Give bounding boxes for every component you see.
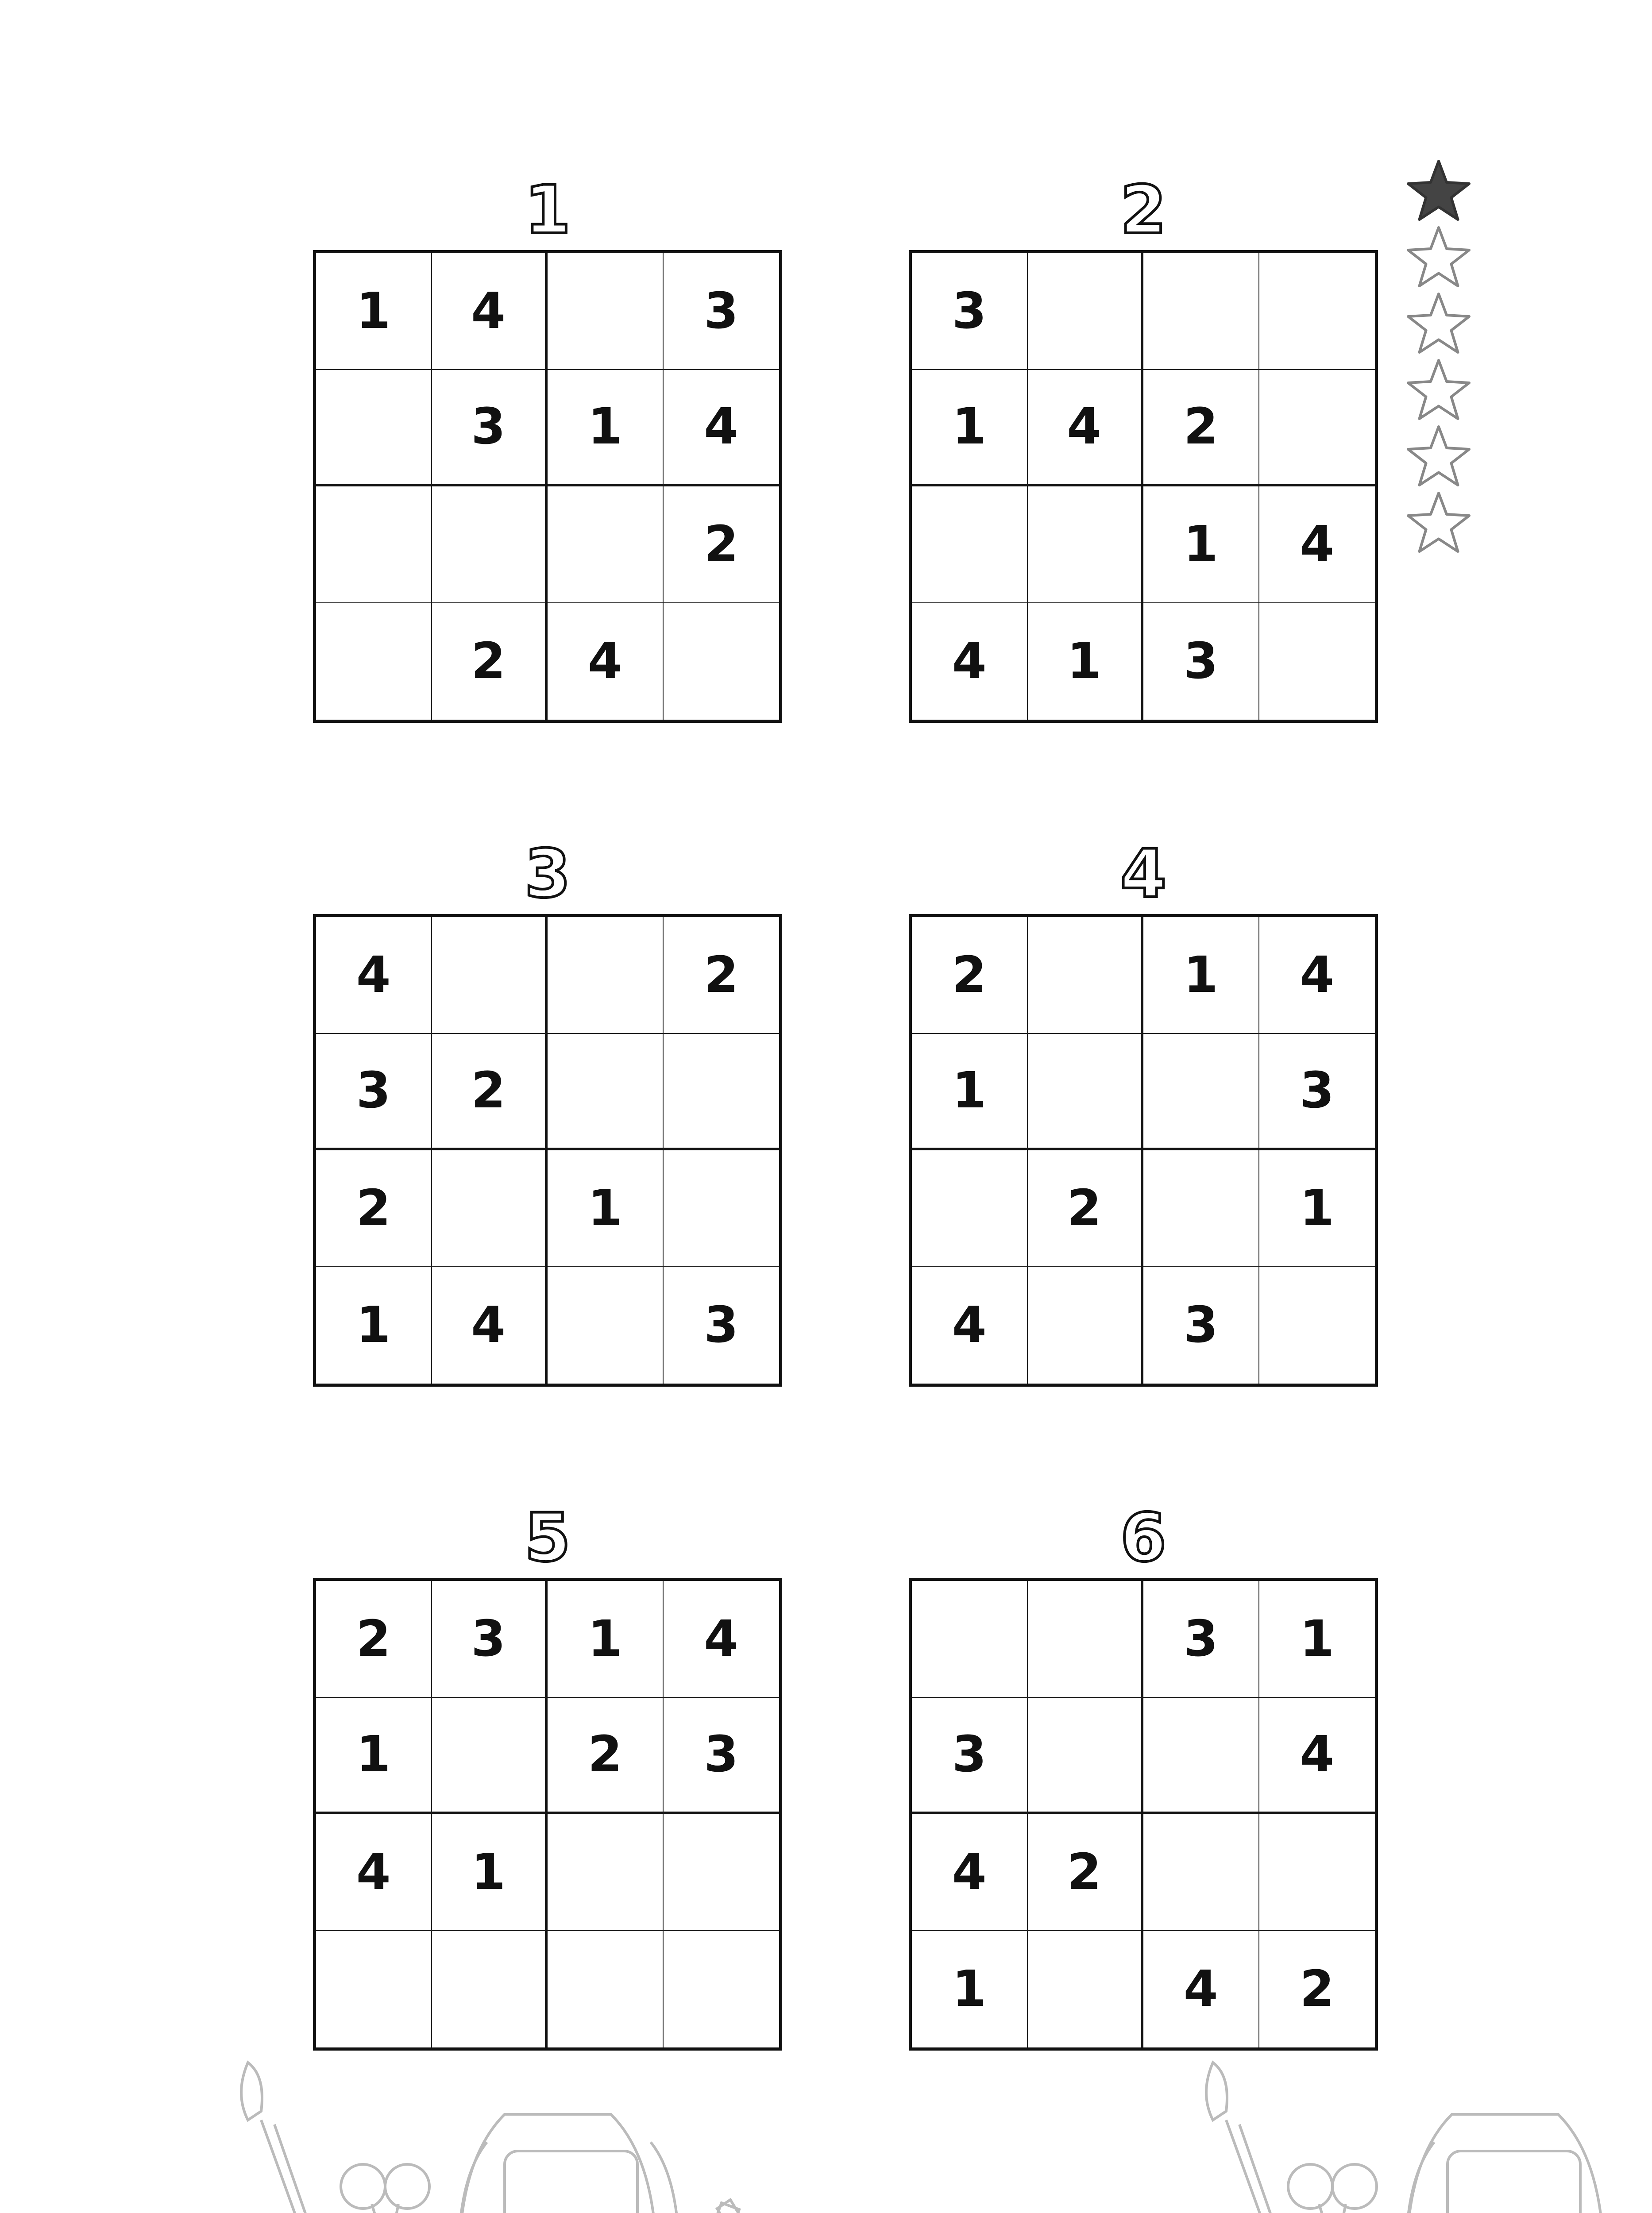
grid-cell (1028, 486, 1144, 603)
grid-cell (1028, 1267, 1144, 1384)
grid-cell: 1 (316, 1267, 432, 1384)
puzzle-number: 6 (1120, 1500, 1167, 1577)
sudoku-grid (909, 914, 1378, 1387)
grid-cell (664, 1931, 780, 2048)
grid-cell (548, 917, 664, 1034)
grid-cell: 1 (548, 1581, 664, 1698)
grid-cell: 3 (1143, 603, 1259, 720)
grid-cell: 1 (1028, 603, 1144, 720)
grid-cell: 2 (432, 1034, 548, 1151)
grid-cell: 3 (316, 1034, 432, 1151)
star-icon (1405, 423, 1472, 489)
grid-cell: 1 (548, 1150, 664, 1267)
star-icon (1405, 157, 1472, 224)
grid-cell (912, 1581, 1028, 1698)
grid-cell (432, 1150, 548, 1267)
grid-cell: 2 (912, 917, 1028, 1034)
grid-cell: 3 (912, 253, 1028, 370)
grid-cell: 2 (316, 1581, 432, 1698)
grid-cell: 3 (912, 1698, 1028, 1815)
puzzle-number: 1 (524, 172, 571, 249)
grid-cell (1028, 1581, 1144, 1698)
grid-cell: 3 (1143, 1267, 1259, 1384)
sudoku-grid (909, 250, 1378, 723)
grid-cell (1259, 370, 1375, 487)
grid-cell (664, 1034, 780, 1151)
star-icon (1405, 224, 1472, 290)
star-icon (1405, 290, 1472, 356)
grid-cell: 4 (912, 1267, 1028, 1384)
grid-cell: 4 (912, 1814, 1028, 1931)
backpack-icon (1406, 2114, 1604, 2213)
grid-cell: 4 (912, 603, 1028, 720)
grid-cell: 2 (664, 917, 780, 1034)
grid-cell: 4 (316, 1814, 432, 1931)
grid-cell (316, 1931, 432, 2048)
backpack-icon (459, 2114, 679, 2213)
grid-cell: 4 (1259, 917, 1375, 1034)
scissors-icon (1288, 2164, 1377, 2213)
grid-cell (548, 1267, 664, 1384)
star-icon (1405, 356, 1472, 423)
grid-cell (1143, 253, 1259, 370)
grid-cell: 1 (1259, 1150, 1375, 1267)
grid-cell (432, 1931, 548, 2048)
grid-cell: 2 (1028, 1150, 1144, 1267)
grid-cell: 4 (548, 603, 664, 720)
sudoku-grid (313, 914, 782, 1387)
grid-cell (316, 370, 432, 487)
pencil-icon (686, 2200, 784, 2213)
grid-cell: 4 (664, 370, 780, 487)
star-icon (1405, 489, 1472, 555)
grid-cell: 3 (1259, 1034, 1375, 1151)
school-supplies-illustration (0, 2054, 1652, 2213)
grid-cell: 4 (1028, 370, 1144, 487)
grid-cell: 1 (912, 370, 1028, 487)
grid-cell (664, 603, 780, 720)
grid-cell: 1 (1143, 917, 1259, 1034)
paintbrush-icon (241, 2063, 328, 2213)
sudoku-grid (909, 1578, 1378, 2051)
grid-cell (664, 1150, 780, 1267)
grid-cell (1028, 253, 1144, 370)
grid-cell (1143, 1150, 1259, 1267)
grid-cell (1143, 1698, 1259, 1815)
grid-cell (316, 486, 432, 603)
grid-cell (1143, 1034, 1259, 1151)
grid-cell (316, 603, 432, 720)
grid-cell (548, 253, 664, 370)
grid-cell (548, 1814, 664, 1931)
grid-cell (1259, 603, 1375, 720)
grid-cell: 4 (432, 1267, 548, 1384)
grid-cell: 3 (664, 253, 780, 370)
grid-cell (912, 1150, 1028, 1267)
grid-cell: 3 (664, 1698, 780, 1815)
grid-cell (432, 917, 548, 1034)
grid-cell: 4 (1259, 486, 1375, 603)
grid-cell: 3 (1143, 1581, 1259, 1698)
grid-cell: 2 (1143, 370, 1259, 487)
grid-cell: 3 (432, 370, 548, 487)
grid-cell: 4 (1259, 1698, 1375, 1815)
grid-cell: 4 (1143, 1931, 1259, 2048)
grid-cell: 2 (316, 1150, 432, 1267)
grid-cell (1143, 1814, 1259, 1931)
difficulty-rating (1405, 157, 1472, 555)
grid-cell (1259, 253, 1375, 370)
grid-cell: 1 (912, 1034, 1028, 1151)
grid-cell: 1 (912, 1931, 1028, 2048)
grid-cell: 4 (316, 917, 432, 1034)
grid-cell: 1 (1143, 486, 1259, 603)
grid-cell (432, 486, 548, 603)
grid-cell (1028, 1931, 1144, 2048)
scissors-icon (341, 2164, 429, 2213)
sudoku-grid (313, 250, 782, 723)
grid-cell: 2 (548, 1698, 664, 1815)
grid-cell (1259, 1267, 1375, 1384)
puzzle-number: 2 (1120, 172, 1167, 249)
grid-cell (1028, 1698, 1144, 1815)
grid-cell: 2 (664, 486, 780, 603)
grid-cell: 1 (316, 1698, 432, 1815)
puzzle-number: 5 (524, 1500, 571, 1577)
grid-cell (664, 1814, 780, 1931)
grid-cell: 1 (432, 1814, 548, 1931)
grid-cell: 2 (1300, 1960, 1335, 2018)
puzzle-number: 4 (1120, 836, 1167, 913)
grid-cell (1028, 917, 1144, 1034)
grid-cell: 3 (704, 1296, 739, 1354)
grid-cell (1259, 1814, 1375, 1931)
grid-cell (548, 486, 664, 603)
grid-cell (432, 1698, 548, 1815)
grid-cell: 3 (432, 1581, 548, 1698)
grid-cell (1028, 1034, 1144, 1151)
grid-cell (912, 486, 1028, 603)
grid-cell: 2 (1028, 1814, 1144, 1931)
grid-cell: 2 (432, 603, 548, 720)
sudoku-grid (313, 1578, 782, 2051)
grid-cell: 4 (664, 1581, 780, 1698)
paintbrush-icon (1206, 2063, 1293, 2213)
grid-cell (548, 1034, 664, 1151)
grid-cell: 1 (316, 253, 432, 370)
grid-cell (548, 1931, 664, 2048)
puzzle-number: 3 (524, 836, 571, 913)
grid-cell: 4 (432, 253, 548, 370)
grid-cell: 1 (548, 370, 664, 487)
grid-cell: 1 (1259, 1581, 1375, 1698)
